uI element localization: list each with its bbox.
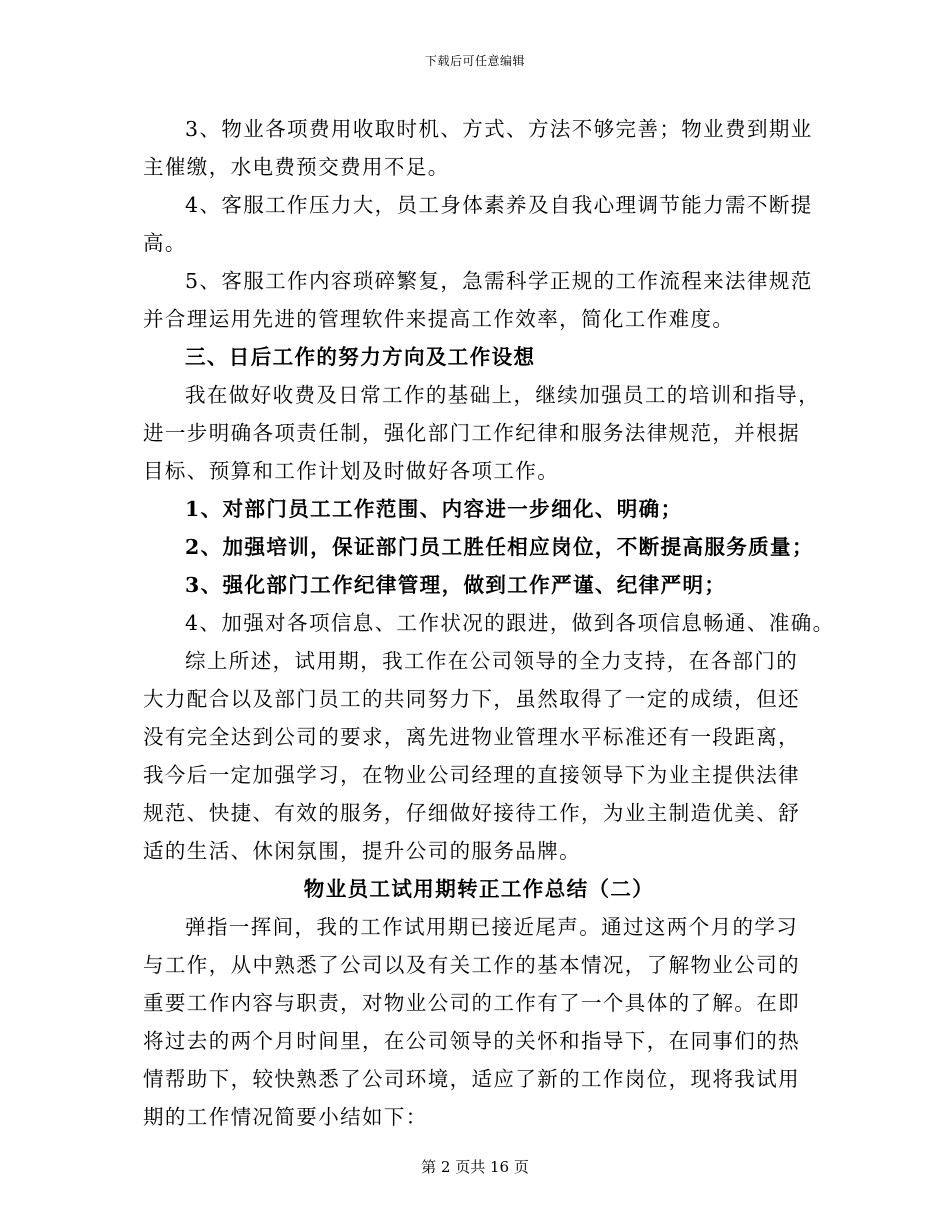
paragraph-line: 4、客服工作压力大，员工身体素养及自我心理调节能力需不断提 [185,193,813,217]
paragraph-line: 重要工作内容与职责，对物业公司的工作有了一个具体的了解。在即 [143,991,800,1015]
list-item: 3、强化部门工作纪律管理，做到工作严谨、纪律严明； [185,573,727,597]
paragraph-line: 高。 [143,231,187,255]
paragraph-line: 与工作，从中熟悉了公司以及有关工作的基本情况，了解物业公司的 [143,953,800,977]
list-item: 2、加强培训，保证部门员工胜任相应岗位，不断提高服务质量； [185,535,814,559]
paragraph-line: 综上所述，试用期，我工作在公司领导的全力支持，在各部门的 [185,649,799,673]
list-item: 4、加强对各项信息、工作状况的跟进，做到各项信息畅通、准确。 [185,611,835,635]
paragraph-line: 主催缴，水电费预交费用不足。 [143,155,450,179]
document-body [143,110,835,1136]
document-subtitle: 物业员工试用期转正工作总结（二） [303,877,655,901]
page-number: 第 2 页共 16 页 [421,1158,529,1176]
section-heading: 三、日后工作的努力方向及工作设想 [185,345,536,369]
paragraph-line: 规范、快捷、有效的服务，仔细做好接待工作，为业主制造优美、舒 [143,801,800,825]
paragraph-line: 适的生活、休闲氛围，提升公司的服务品牌。 [143,839,581,863]
list-item: 1、对部门员工工作范围、内容进一步细化、明确； [185,497,683,521]
paragraph-line: 大力配合以及部门员工的共同努力下，虽然取得了一定的成绩，但还 [143,687,800,711]
paragraph-line: 并合理运用先进的管理软件来提高工作效率，简化工作难度。 [143,307,735,331]
paragraph-line: 我今后一定加强学习，在物业公司经理的直接领导下为业主提供法律 [143,763,800,787]
paragraph-line: 进一步明确各项责任制，强化部门工作纪律和服务法律规范，并根据 [143,421,800,445]
paragraph-line: 我在做好收费及日常工作的基础上，继续加强员工的培训和指导， [185,383,821,407]
paragraph-line: 3、物业各项费用收取时机、方式、方法不够完善；物业费到期业 [185,117,813,141]
paragraph-line: 目标、预算和工作计划及时做好各项工作。 [143,459,560,483]
paragraph-line: 5、客服工作内容琐碎繁复，急需科学正规的工作流程来法律规范 [185,269,813,293]
paragraph-line: 没有完全达到公司的要求，离先进物业管理水平标准还有一段距离， [143,725,800,749]
paragraph-line: 弹指一挥间，我的工作试用期已接近尾声。通过这两个月的学习 [185,915,799,939]
paragraph-line: 情帮助下，较快熟悉了公司环境，适应了新的工作岗位，现将我试用 [143,1067,800,1091]
page-header: 下载后可任意编辑 [424,54,525,68]
paragraph-line: 期的工作情况简要小结如下： [143,1105,428,1129]
paragraph-line: 将过去的两个月时间里，在公司领导的关怀和指导下，在同事们的热 [143,1029,800,1053]
